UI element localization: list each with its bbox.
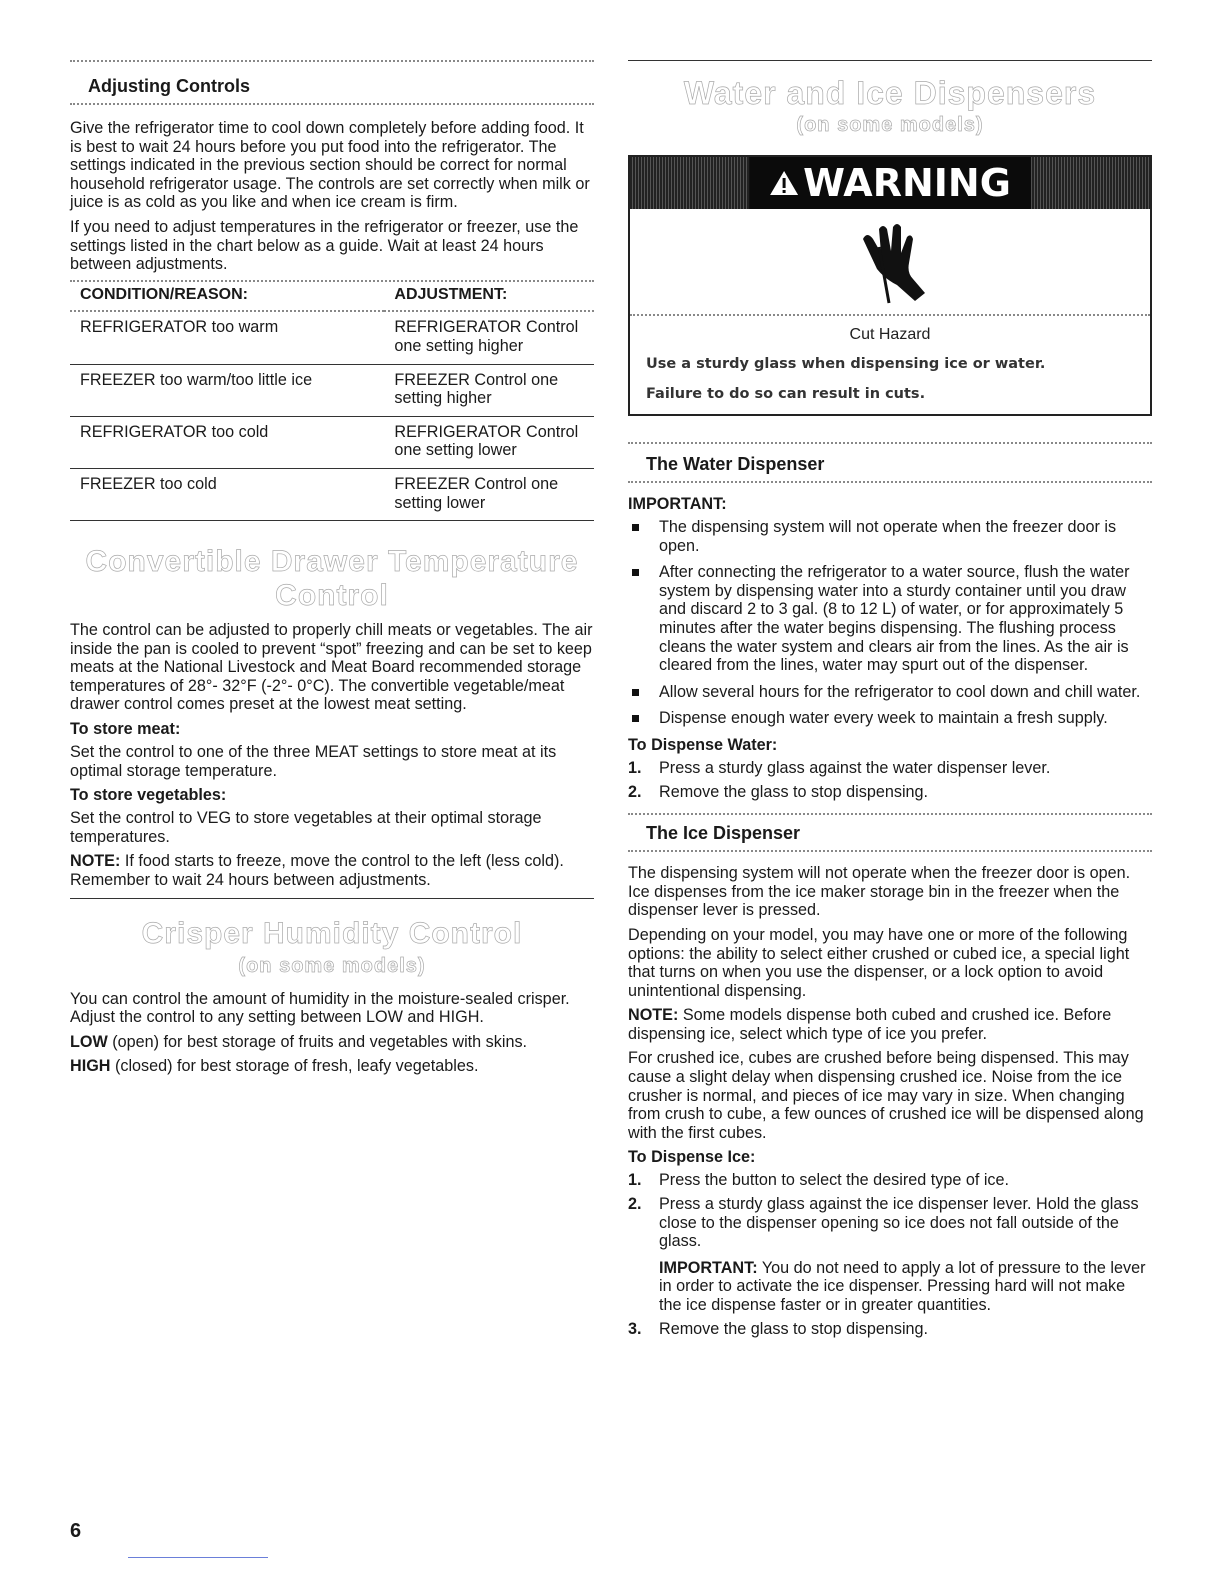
warning-box: [628, 155, 1152, 416]
step-text: Remove the glass to stop dispensing.: [659, 782, 929, 801]
adjusting-paragraph: If you need to adjust temperatures in the refrigerator or freezer, use the settings listed in the chart below as a guide. Wait at least 24 hours between adjustments.: [70, 217, 579, 274]
adjustment-cell: FREEZER Control one setting higher: [384, 364, 594, 416]
divider: [628, 850, 1152, 852]
step-number: 2.: [628, 1195, 642, 1214]
step-text: Press the button to select the desired type of ice.: [659, 1171, 1010, 1190]
ice-note: [628, 1006, 1152, 1043]
step-number: 3.: [628, 1319, 642, 1338]
ice-steps-list: [628, 1171, 1152, 1338]
crisper-high: [70, 1057, 594, 1076]
dispense-ice-label: To Dispense Ice:: [628, 1148, 756, 1167]
high-text: (closed) for best storage of fresh, leafy vegetables.: [110, 1057, 479, 1076]
step-number: 1.: [628, 1171, 642, 1190]
list-item: The dispensing system will not operate when the freezer door is open.: [628, 518, 1152, 555]
warning-text: [630, 316, 1150, 414]
crisper-section-title: Crisper Humidity Control: [141, 916, 523, 950]
store-vegetables-text: Set the control to VEG to store vegetables at their optimal storage temperatures.: [70, 809, 542, 846]
right-column: [628, 60, 1152, 1344]
water-dispenser-heading: The Water Dispenser: [646, 454, 825, 474]
divider: [70, 898, 594, 899]
warning-line: Failure to do so can result in cuts.: [646, 386, 926, 402]
crisper-paragraph: You can control the amount of humidity in the moisture-sealed crisper. Adjust the control to any setting between LOW and HIGH.: [70, 989, 570, 1027]
note-text: Some models dispense both cubed and crushed ice. Before dispensing ice, select which type of ice you prefer.: [628, 1006, 1112, 1043]
divider: [628, 60, 1152, 61]
low-label: LOW: [70, 1032, 108, 1051]
crisper-low: [70, 1033, 594, 1052]
cut-hand-icon: [845, 217, 935, 307]
water-steps-list: [628, 759, 1152, 801]
ice-dispenser-heading: The Ice Dispenser: [646, 823, 801, 844]
adjusting-paragraph: Give the refrigerator time to cool down completely before adding food. It is best to wait 24 hours before you put food into the refrigerator. The settings indicated in the previous section should be correct for normal household refrigerator usage. The controls are set correctly when milk or juice is as cold as you like and when ice cream is firm.: [70, 119, 590, 212]
table-row: [70, 416, 594, 468]
divider: [628, 813, 1152, 815]
important-text: You do not need to apply a lot of pressure to the lever in order to activate the ice dispenser. Pressing hard will not make the ice dispense faster or in greater quantities.: [659, 1258, 1146, 1314]
warning-tag: [749, 157, 1031, 209]
cut-hazard-title: Cut Hazard: [849, 326, 931, 343]
high-label: HIGH: [70, 1057, 111, 1076]
step-text: Remove the glass to stop dispensing.: [659, 1319, 929, 1338]
low-text: (open) for best storage of fruits and vegetables with skins.: [107, 1032, 528, 1051]
divider: [628, 481, 1152, 483]
step-important: [659, 1259, 1152, 1315]
table-row: [70, 468, 594, 520]
adjusting-controls-heading: Adjusting Controls: [88, 76, 250, 96]
footer-rule: [128, 1557, 268, 1558]
step-number: 2.: [628, 782, 642, 801]
drawer-note: [70, 852, 594, 889]
dispense-water-label: To Dispense Water:: [628, 735, 778, 754]
drawer-paragraph: The control can be adjusted to properly chill meats or vegetables. The air inside the pan is cooled to prevent “spot” freezing and can be set to keep meats at the National Livestock and Meat Board recommended storage temperatures of 28°- 32°F (-2°- 0°C). The convertible vegetable/meat drawer control comes preset at the lowest meat setting.: [70, 621, 593, 714]
left-column: [70, 60, 594, 1082]
warning-header-text: WARNING: [803, 161, 1011, 205]
important-label: IMPORTANT:: [628, 495, 727, 513]
ice-paragraph: For crushed ice, cubes are crushed before being dispensed. This may cause a slight delay when dispensing crushed ice. Noise from the ice crusher is normal, and pieces of ice may vary in size. When changing from crush to cube, a few ounces of crushed ice will be dispensed along with the first cubes.: [628, 1049, 1144, 1142]
adjustment-table-body: [70, 311, 594, 520]
dispensers-section-subtitle: (on some models): [796, 114, 984, 136]
store-meat-label: To store meat:: [70, 720, 181, 739]
warning-triangle-icon: [769, 169, 799, 197]
list-item: [628, 1195, 1152, 1315]
condition-cell: FREEZER too cold: [70, 468, 384, 520]
note-label: NOTE:: [628, 1006, 679, 1025]
condition-cell: FREEZER too warm/too little ice: [70, 364, 384, 416]
adjustment-table: [70, 282, 594, 521]
list-item: [628, 783, 1152, 802]
store-vegetables-label: To store vegetables:: [70, 786, 227, 805]
divider: [70, 60, 594, 62]
ice-paragraph: Depending on your model, you may have one or more of the following options: the ability to select either crushed or cubed ice, a special light that turns on when you use the dispenser, or a lock option to avoid unintentional dispensing.: [628, 925, 1130, 1000]
list-item: Dispense enough water every week to maintain a fresh supply.: [628, 709, 1152, 728]
crisper-section-subtitle: (on some models): [238, 954, 426, 977]
dispensers-section-title: Water and Ice Dispensers: [683, 75, 1097, 111]
step-text: Press a sturdy glass against the ice dispenser lever. Hold the glass close to the dispenser opening so ice does not fall outside of the glass.: [659, 1195, 1139, 1251]
warning-header: [630, 157, 1150, 209]
list-item: [628, 759, 1152, 778]
divider: [70, 103, 594, 105]
important-label: IMPORTANT:: [659, 1258, 758, 1277]
warning-pictogram: [630, 209, 1150, 316]
table-row: [70, 364, 594, 416]
condition-cell: REFRIGERATOR too warm: [70, 311, 384, 364]
table-row: [70, 311, 594, 364]
adjustment-cell: REFRIGERATOR Control one setting higher: [384, 311, 594, 364]
water-bullet-list: [628, 518, 1152, 728]
ice-paragraph: The dispensing system will not operate when the freezer door is open. Ice dispenses from the ice maker storage bin in the freezer when the dispenser lever is pressed.: [628, 864, 1131, 920]
warning-line: Use a sturdy glass when dispensing ice or water.: [646, 356, 1046, 372]
step-number: 1.: [628, 758, 642, 777]
drawer-section-title: Convertible Drawer Temperature Control: [85, 545, 579, 613]
table-header-condition: CONDITION/REASON:: [70, 282, 384, 312]
table-header-adjustment: ADJUSTMENT:: [384, 282, 594, 312]
condition-cell: REFRIGERATOR too cold: [70, 416, 384, 468]
step-body: [659, 1195, 1152, 1315]
page-number: 6: [70, 1520, 82, 1542]
note-label: NOTE:: [70, 852, 121, 871]
divider: [628, 442, 1152, 444]
adjustment-cell: REFRIGERATOR Control one setting lower: [384, 416, 594, 468]
step-text: Press a sturdy glass against the water dispenser lever.: [659, 758, 1051, 777]
list-item: After connecting the refrigerator to a water source, flush the water system by dispensing water into a sturdy container until you draw and discard 2 to 3 gal. (8 to 12 L) of water, or for approximately 5 minutes after the water begins dispensing. The flushing process cleans the water system and clears air from the lines. As the air is cleared from the lines, water may spurt out of the dispenser.: [628, 563, 1152, 675]
list-item: [628, 1171, 1152, 1190]
note-text: If food starts to freeze, move the control to the left (less cold). Remember to wait 24 hours between adjustments.: [70, 852, 564, 890]
list-item: Allow several hours for the refrigerator to cool down and chill water.: [628, 683, 1152, 702]
adjustment-cell: FREEZER Control one setting lower: [384, 468, 594, 520]
list-item: [628, 1320, 1152, 1339]
store-meat-text: Set the control to one of the three MEAT settings to store meat at its optimal storage temperature.: [70, 743, 557, 780]
